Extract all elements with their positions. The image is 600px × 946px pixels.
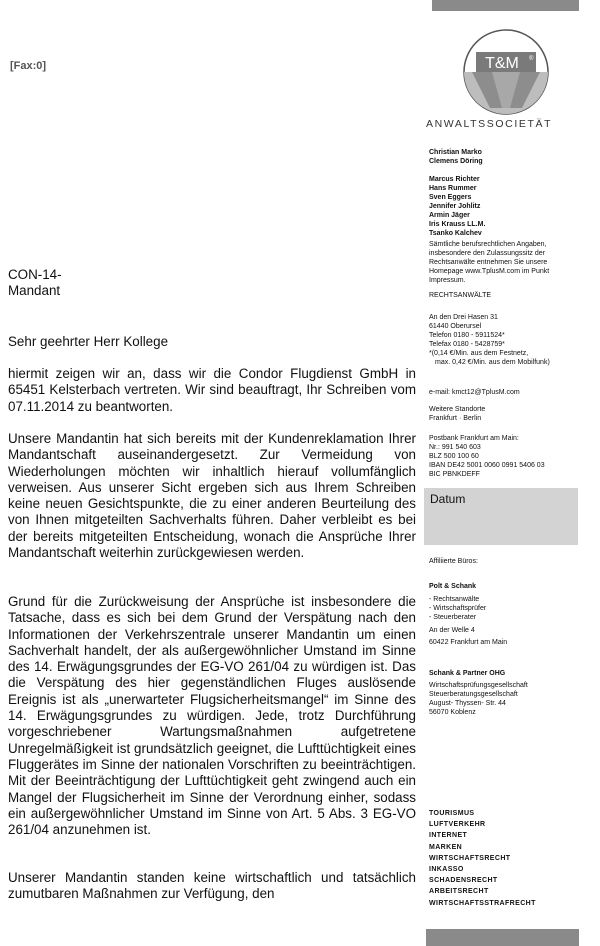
bottom-bar bbox=[426, 929, 579, 946]
practice-area: TOURISMUS bbox=[429, 810, 475, 817]
firm-name: ANWALTSSOCIETÄT bbox=[426, 118, 553, 130]
practice-area: WIRTSCHAFTSRECHT bbox=[429, 854, 511, 862]
partner-name: Iris Krauss LL.M. bbox=[429, 221, 486, 228]
salutation: Sehr geehrter Herr Kollege bbox=[8, 334, 169, 349]
letter-paragraph: Unsere Mandantin hat sich bereits mit der Kundenreklamation Ihrer Mandantschaft auseinandergesetzt. Zur Vermeidung von Wiederholungen möchten wir inhaltlich hierauf vollumfänglich verweisen. Aus unserer Sicht ergeben sich aus Ihrem Schreiben keine neuen Gesichtspunkte, die zu einer anderen Beurteilung des von Ihnen mitgeteilten Sachverhalts führen. Daher verbleibt es bei der bereits mitgeteilten Entscheidung, wonach die Ansprüche Ihrer Mandantschaft weiterhin zurückgewiesen werden. bbox=[8, 431, 416, 561]
letter-paragraph: hiermit zeigen wir an, dass wir die Condor Flugdienst GmbH in 65451 Kelsterbach vertreten. Wir sind beauftragt, Ihr Schreiben vom 07.11.2014 zu beantworten. bbox=[8, 366, 416, 414]
schank-street: August- Thyssen- Str. 44 bbox=[429, 700, 506, 707]
practice-area: INKASSO bbox=[429, 866, 464, 874]
locations: Frankfurt · Berlin bbox=[429, 415, 482, 422]
schank-line-1: Wirtschaftsprüfungsgesellschaft bbox=[429, 682, 528, 689]
bank-block bbox=[429, 434, 581, 479]
letter-paragraph: Unserer Mandantin standen keine wirtschaftlich und tatsächlich zumutbaren Maßnahmen zur Verfügung, den bbox=[8, 870, 416, 902]
address-note-2: max. 0,42 €/Min. aus dem Mobilfunk) bbox=[435, 359, 550, 366]
bank-bic: BIC PBNKDEFF bbox=[429, 471, 480, 478]
polt-schank-block bbox=[429, 582, 581, 647]
date-box bbox=[424, 488, 578, 545]
practice-areas-list bbox=[429, 808, 536, 909]
bank-blz: BLZ 500 100 60 bbox=[429, 453, 479, 460]
affiliated-title: Affiliierte Büros: bbox=[429, 558, 478, 565]
schank-city: 56070 Koblenz bbox=[429, 709, 476, 716]
locations-title: Weitere Standorte bbox=[429, 406, 486, 413]
fax-header: [Fax:0] bbox=[10, 60, 47, 72]
bank-nr: Nr.: 991 540 603 bbox=[429, 444, 481, 451]
email-link[interactable]: e-mail: kmct12@TplusM.com bbox=[429, 389, 520, 396]
address-city: 61440 Oberursel bbox=[429, 323, 482, 330]
schank-line-2: Steuerberatungsgesellschaft bbox=[429, 691, 518, 698]
address-block bbox=[429, 313, 581, 367]
partners-list bbox=[429, 175, 581, 238]
practice-area: MARKEN bbox=[429, 843, 463, 851]
reference-block bbox=[8, 267, 416, 300]
partners-top-list bbox=[429, 148, 581, 166]
address-fax: Telefax 0180 - 5428759* bbox=[429, 341, 505, 348]
address-street: An den Drei Hasen 31 bbox=[429, 314, 498, 321]
practice-area: ARBEITSRECHT bbox=[429, 888, 489, 896]
schank-partner-block bbox=[429, 669, 581, 717]
top-bar bbox=[432, 0, 579, 11]
partner-name: Hans Rummer bbox=[429, 185, 477, 192]
bank-iban: IBAN DE42 5001 0060 0991 5406 03 bbox=[429, 462, 545, 469]
firm-logo bbox=[462, 28, 550, 116]
address-note-1: *(0,14 €/Min. aus dem Festnetz, bbox=[429, 350, 529, 357]
rechtsanwaelte-heading: RECHTSANWÄLTE bbox=[429, 292, 492, 299]
logo-reg-mark: ® bbox=[529, 56, 534, 62]
partner-name: Armin Jäger bbox=[429, 212, 470, 219]
polt-item: - Steuerberater bbox=[429, 614, 477, 621]
date-label: Datum bbox=[430, 492, 466, 506]
polt-item: - Wirtschaftsprüfer bbox=[429, 605, 487, 612]
polt-name: Polt & Schank bbox=[429, 583, 477, 590]
polt-item: - Rechtsanwälte bbox=[429, 596, 480, 603]
legal-note: Sämtliche berufsrechtlichen Angaben, insbesondere den Zulassungssitz der Rechtsanwälte entnehmen Sie unsere Homepage www.TplusM.com im Punkt Impressum. bbox=[429, 241, 550, 284]
practice-area: SCHADENSRECHT bbox=[429, 877, 498, 885]
bank-name: Postbank Frankfurt am Main: bbox=[429, 435, 519, 442]
address-phone: Telefon 0180 - 5911524* bbox=[429, 332, 505, 339]
partner-name: Tsanko Kalchev bbox=[429, 230, 482, 237]
partner-name: Jennifer Johlitz bbox=[429, 203, 481, 210]
partner-name: Clemens Döring bbox=[429, 158, 483, 165]
polt-street: An der Welle 4 bbox=[429, 627, 475, 634]
partner-name: Marcus Richter bbox=[429, 176, 480, 183]
partner-name: Christian Marko bbox=[429, 149, 482, 156]
schank-name: Schank & Partner OHG bbox=[429, 670, 506, 677]
locations-block bbox=[429, 405, 581, 423]
letter-paragraph: Grund für die Zurückweisung der Ansprüche ist insbesondere die Tatsache, dass es sich bei dem Grund der Verspätung nach den Informationen der Verkehrszentrale unserer Mandantin um einen Sachverhalt handelt, der als außergewöhnlicher Umstand im Sinne des 14. Erwägungsgrundes der EG-VO 261/04 zu würdigen ist. Das die Verspätung des hier gegenständlichen Fluges auslösende Ereignis ist als „unerwarteter Flugsicherheitsmangel“ im Sinne des 14. Erwägungsgrundes zu würdigen. Jede, trotz Durchführung vorgeschriebener Wartungsmaßnahmen aufgetretene Unregelmäßigkeit ist grundsätzlich geeignet, die Lufttüchtigkeit eines Fluggerätes im Sinne der nationalen Vorschriften zu beeinträchtigen. Mit der Beeinträchtigung der Lufttüchtigkeit geht zwingend auch ein Mangel der Flugsicherheit im Sinne der Verordnung einher, sodass ein außergewöhnlicher Umstand im Sinne von Art. 5 Abs. 3 EG-VO 261/04 anzunehmen ist. bbox=[8, 594, 416, 838]
mandant-label: Mandant bbox=[8, 283, 61, 299]
partner-name: Sven Eggers bbox=[429, 194, 472, 201]
reference-number: CON-14- bbox=[8, 267, 62, 282]
practice-area: WIRTSCHAFTSSTRAFRECHT bbox=[429, 899, 536, 907]
practice-area: LUFTVERKEHR bbox=[429, 821, 486, 829]
practice-area: INTERNET bbox=[429, 832, 468, 840]
polt-city: 60422 Frankfurt am Main bbox=[429, 639, 508, 646]
logo-text: T&M bbox=[485, 55, 519, 72]
